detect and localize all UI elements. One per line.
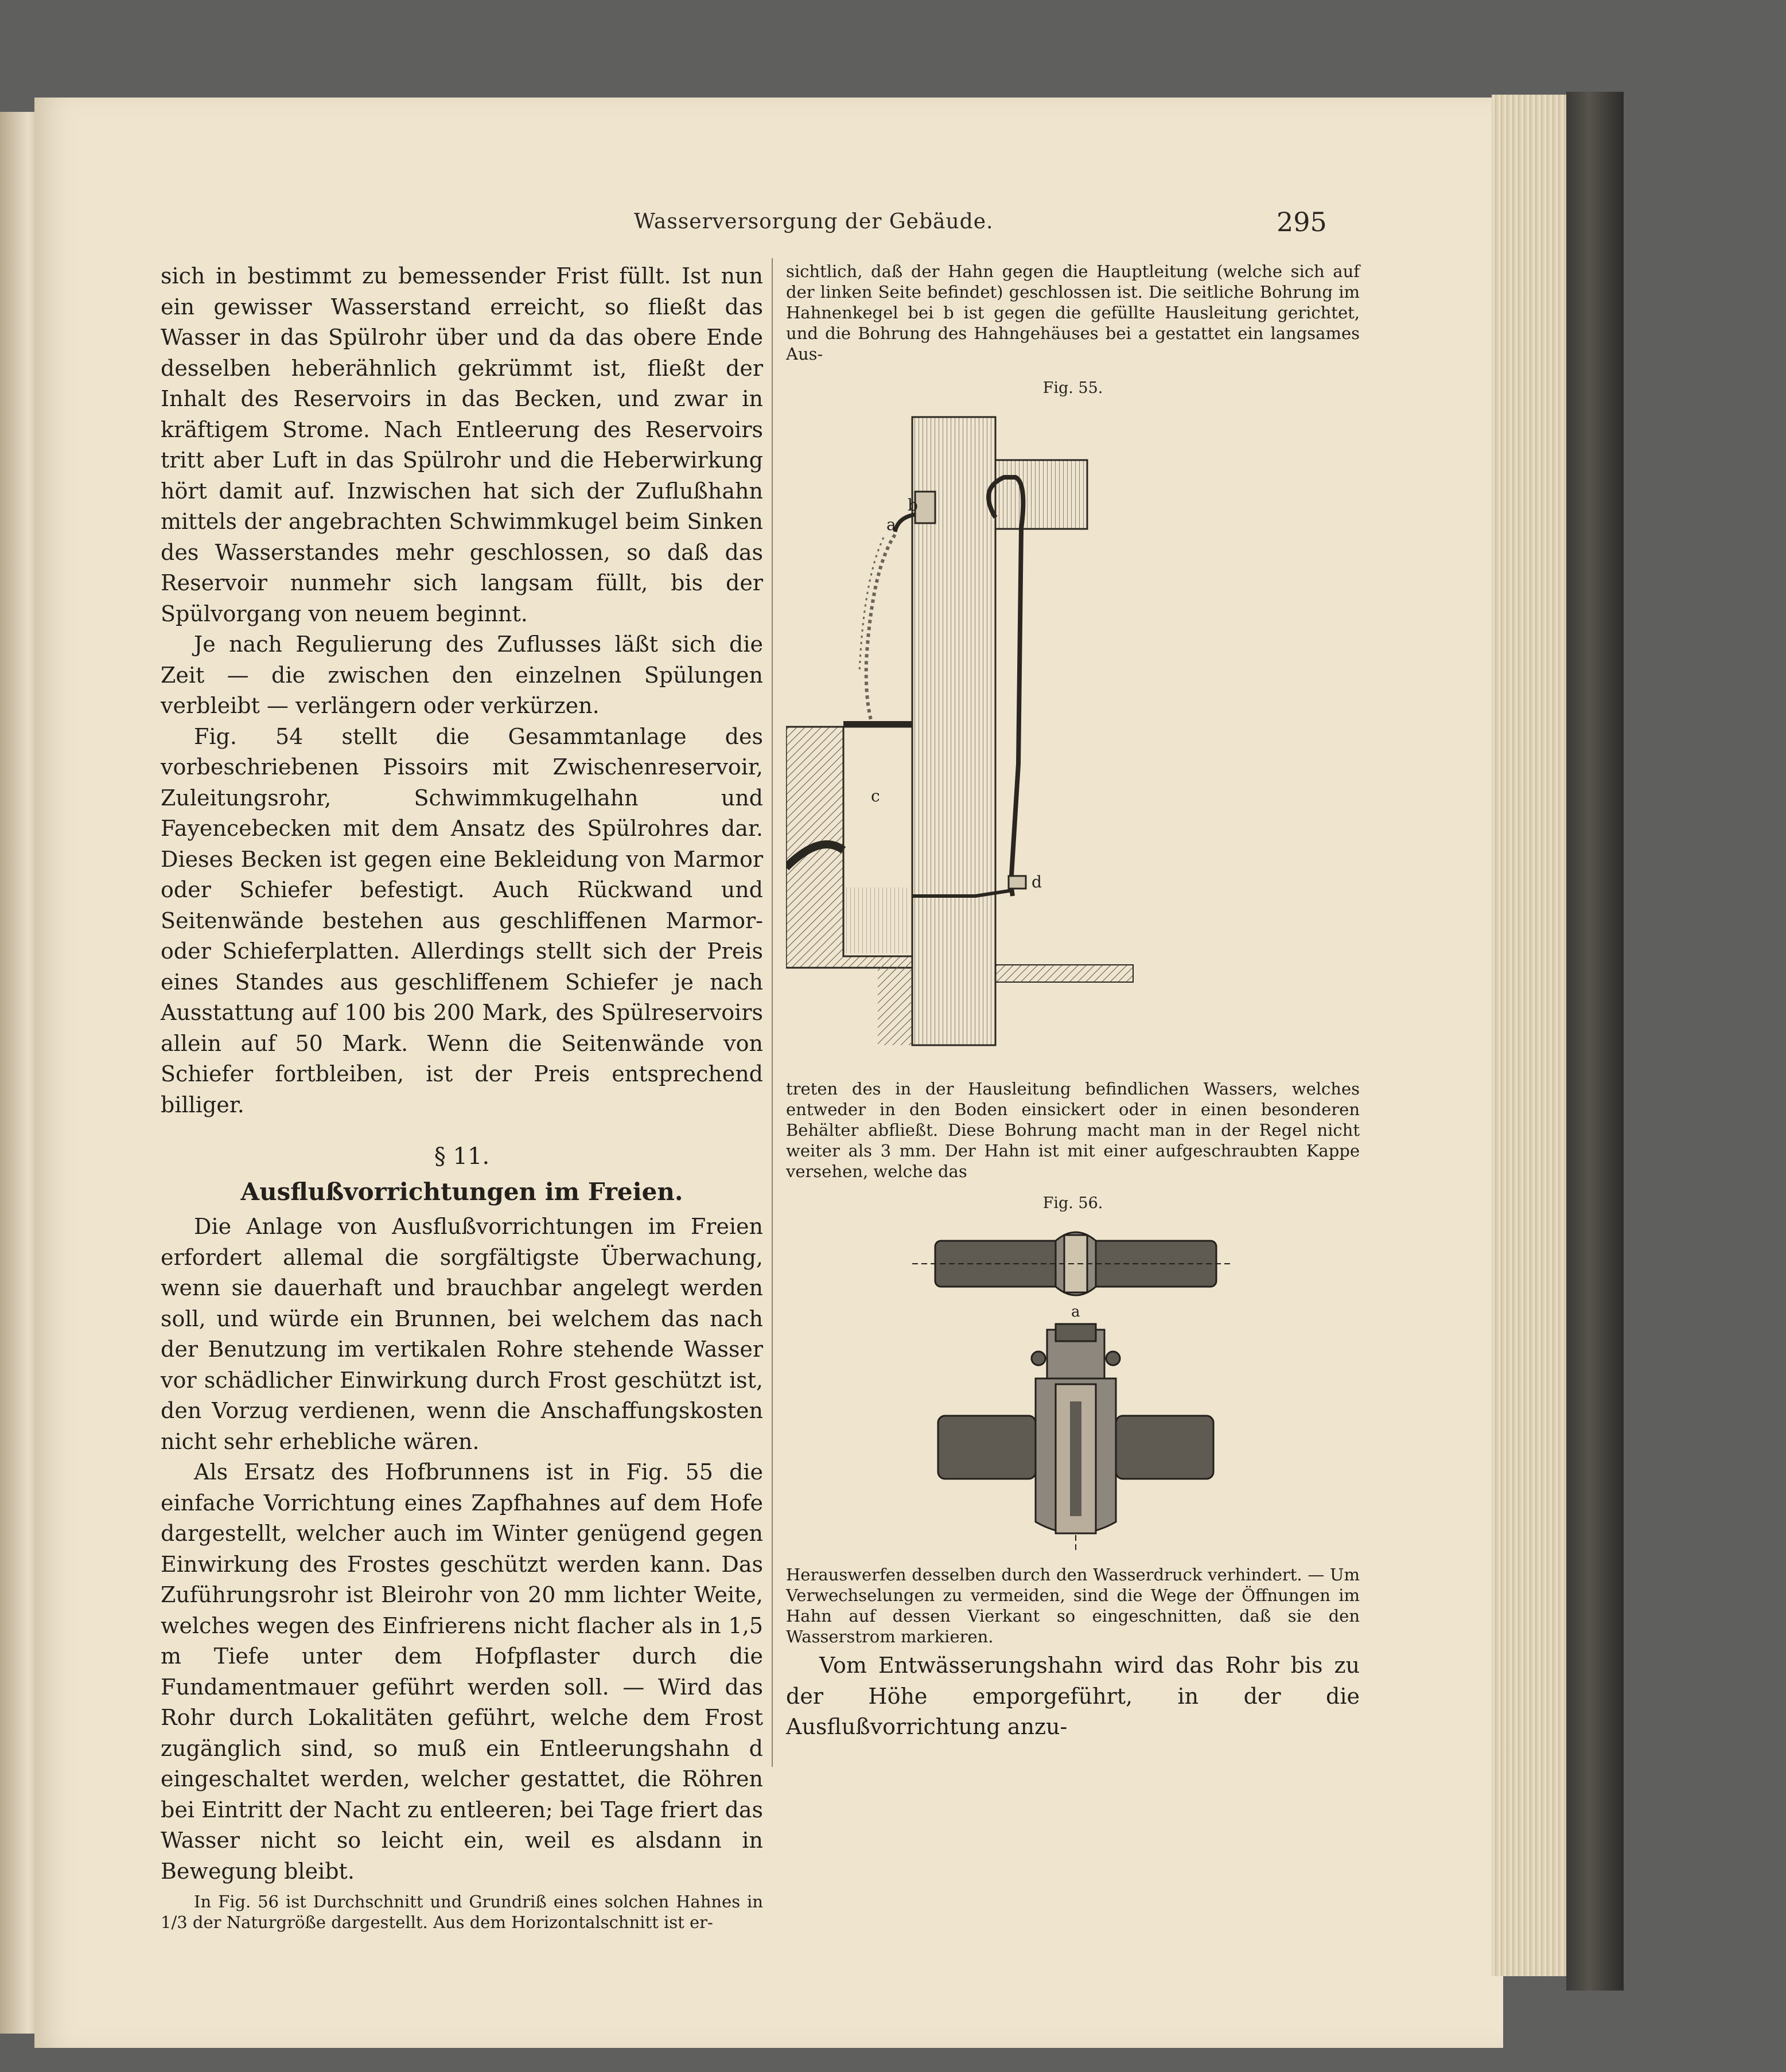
paragraph: sich in bestimmt zu bemessender Frist füllt. Ist nun ein gewisser Wasserstand erreicht, so fließt das Wasser in das Spülrohr über und da das obere Ende desselben heberähnlich gekrümmt ist, fließt der Inhalt des Reservoirs in das Becken, und zwar in kräftigem Strome. Nach Entleerung des Reservoirs tritt aber Luft in das Spülrohr und die Heberwirkung hört damit auf. Inzwischen hat sich der Zuflußhahn mittels der angebrachten Schwimmkugel beim Sinken des Wasserstandes mehr geschlossen, so daß das Reservoir nunmehr sich langsam füllt, bis der Spülvorgang von neuem beginnt. <box>161 263 763 626</box>
figure-55-hydrant-diagram <box>786 397 1360 1068</box>
small-paragraph: treten des in der Hausleitung befindlichen Wassers, welches entweder in den Boden einsickert oder in einen besonderen Behälter abfließt. Diese Bohrung macht man in der Regel nicht weiter als 3 mm. Der Hahn ist mit einer aufgeschraubten Kappe versehen, welche das <box>786 1079 1360 1181</box>
section-title: Ausflußvorrichtungen im Freien. <box>240 1178 683 1206</box>
page-edges <box>1492 95 1578 1976</box>
label-d: d <box>1032 873 1042 891</box>
figure-caption: Fig. 55. <box>1042 379 1103 397</box>
right-column <box>786 261 1360 1743</box>
paragraph: Je nach Regulierung des Zuflusses läßt sich die Zeit — die zwischen den einzelnen Spülungen verbleibt — verlängern oder verkürzen. <box>161 632 763 718</box>
figure-56-cock-diagram <box>786 1212 1360 1556</box>
page-number: 295 <box>1277 207 1327 237</box>
paragraph: Vom Entwässerungshahn wird das Rohr bis zu der Höhe emporgeführt, in der die Ausflußvorrichtung anzu- <box>786 1653 1360 1739</box>
section-number: § 11. <box>434 1143 490 1170</box>
figure-caption: Fig. 56. <box>1042 1194 1103 1212</box>
running-title: Wasserversorgung der Gebäude. <box>634 210 994 233</box>
label-c: c <box>871 786 880 805</box>
paragraph: Als Ersatz des Hofbrunnens ist in Fig. 55 die einfache Vorrichtung eines Zapfhahnes auf dem Hofe dargestellt, welcher auch im Winter genügend gegen Einwirkung des Frostes geschützt werden kann. Das Zuführungsrohr ist Bleirohr von 20 mm lichter Weite, welches wegen des Einfrierens nicht flacher als in 1,5 m Tiefe unter dem Hofpflaster durch die Fundamentmauer geführt werden soll. — Wird das Rohr durch Lokalitäten geführt, welche dem Frost zugänglich sind, so muß ein Entleerungshahn d eingeschaltet werden, welcher gestattet, die Röhren bei Eintritt der Nacht zu entleeren; bei Tage friert das Wasser nicht so leicht ein, weil es alsdann in Bewegung bleibt. <box>161 1459 763 1884</box>
left-column <box>161 261 763 1933</box>
page-header <box>0 207 1786 241</box>
column-divider <box>772 258 773 1767</box>
label-a: a <box>886 515 896 534</box>
label-a: a <box>1071 1303 1080 1321</box>
small-paragraph: In Fig. 56 ist Durchschnitt und Grundriß eines solchen Hahnes in 1/3 der Naturgröße dargestellt. Aus dem Horizontalschnitt ist er- <box>161 1892 763 1932</box>
paragraph: Fig. 54 stellt die Gesammtanlage des vorbeschriebenen Pissoirs mit Zwischenreservoir, Zuleitungsrohr, Schwimmkugelhahn und Fayencebecken mit dem Ansatz des Spülrohres dar. Dieses Becken ist gegen eine Bekleidung von Marmor oder Schiefer befestigt. Auch Rückwand und Seitenwände bestehen aus geschliffenen Marmor- oder Schieferplatten. Allerdings stellt sich der Preis eines Standes aus geschliffenem Schiefer je nach Ausstattung auf 100 bis 200 Mark, des Spülreservoirs allein auf 50 Mark. Wenn die Seitenwände von Schiefer fortbleiben, ist der Preis entsprechend billiger. <box>161 723 763 1117</box>
small-paragraph: sichtlich, daß der Hahn gegen die Hauptleitung (welche sich auf der linken Seite befindet) geschlossen ist. Die seitliche Bohrung im Hahnenkegel bei b ist gegen die gefüllte Hausleitung gerichtet, und die Bohrung des Hahngehäuses bei a gestattet ein langsames Aus- <box>786 262 1360 364</box>
small-paragraph: Herauswerfen desselben durch den Wasserdruck verhindert. — Um Verwechselungen zu vermeiden, sind die Wege der Öffnungen im Hahn auf dessen Vierkant so eingeschnitten, daß sie den Wasserstrom markieren. <box>786 1565 1360 1646</box>
paragraph: Die Anlage von Ausflußvorrichtungen im Freien erfordert allemal die sorgfältigste Überwachung, wenn sie dauerhaft und brauchbar angelegt werden soll, und würde ein Brunnen, bei welchem das nach der Benutzung im vertikalen Rohre stehende Wasser vor schädlicher Einwirkung durch Frost geschützt ist, den Vorzug verdienen, wenn die Anschaffungskosten nicht sehr erhebliche wären. <box>161 1214 763 1454</box>
label-b: b <box>908 496 918 515</box>
book-cover-edge <box>1566 92 1624 1991</box>
